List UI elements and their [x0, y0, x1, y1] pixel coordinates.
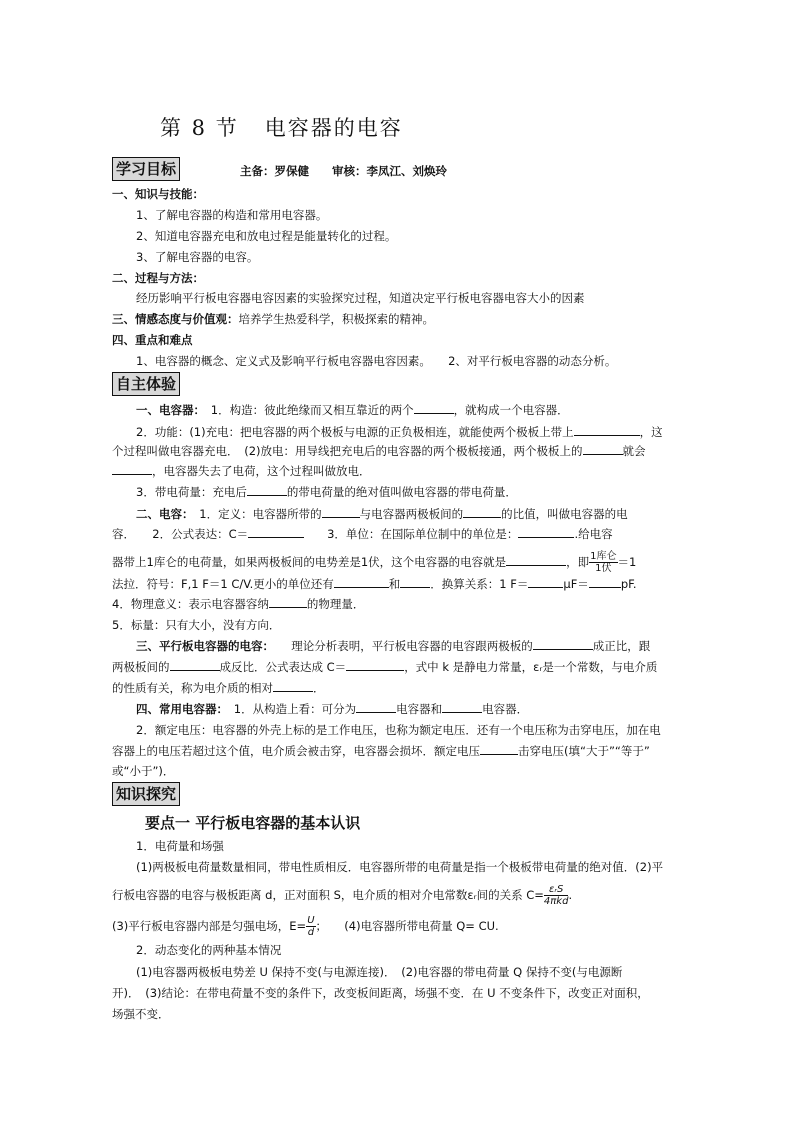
self-b3: 器带上1库仑的电荷量，如果两极板间的电势差是1伏，这个电容器的电容就是 ，即 $\frac{\text{1库仑}}{\text{1伏}}$ ＝1 — [112, 551, 637, 574]
self-c3: 的性质有关，称为电介质的相对 ． — [112, 681, 325, 695]
explore-e4: (3)平行板电容器内部是匀强电场，E= $\frac{U}{d}$ ； (4)电容器所带电荷量 Q= CU. — [112, 915, 499, 938]
self-d4: 或“小于”)． — [112, 764, 175, 778]
goals-l6: 1、电容器的概念、定义式及影响平行板电容器电容因素。 2、对平行板电容器的动态分析。 — [136, 354, 617, 368]
self-a3: 个过程叫做电容器充电． (2)放电：用导线把充电后的电容器的两个极板接通，两个极板上的 就会 — [112, 444, 646, 458]
goals-h2: 二、过程与方法： — [112, 271, 204, 285]
explore-e6: (1)电容器两极板电势差 U 保持不变(与电源连接)． (2)电容器的带电荷量 Q 保持不变(与电源断 — [136, 965, 623, 979]
goals-l1: 1、了解电容器的构造和常用电容器。 — [136, 208, 328, 222]
explore-heading-box: 知识探究 — [112, 782, 180, 806]
self-a1: 一、电容器： 1．构造：彼此绝缘而又相互靠近的两个 ，就构成一个电容器． — [136, 403, 569, 417]
explore-e2: (1)两极板电荷量数量相同，带电性质相反．电容器所带的电荷量是指一个极板带电荷量的绝对值．(2)平 — [136, 860, 664, 874]
goals-l2: 2、知道电容器充电和放电过程是能量转化的过程。 — [136, 229, 397, 243]
self-b2: 容． 2．公式表达：C＝ 3．单位：在国际单位制中的单位是： .给电容 — [112, 527, 613, 541]
authors: 主备：罗保健 审核：李凤江、刘焕玲 — [240, 164, 447, 178]
section-title: 电容器的电容 — [264, 116, 403, 140]
self-d3: 容器上的电压若超过这个值，电介质会被击穿，电容器会损坏．额定电压 击穿电压(填“大于”“等于” — [112, 744, 650, 758]
explore-subheading: 要点一 平行板电容器的基本认识 — [145, 814, 361, 832]
self-b5: 4．物理意义：表示电容器容纳 的物理量． — [112, 597, 365, 611]
goals-l3: 3、了解电容器的电容。 — [136, 250, 259, 264]
goals-h3: 三、情感态度与价值观： — [112, 312, 239, 326]
goals-h1: 一、知识与技能： — [112, 187, 204, 201]
self-c2: 两极板间的 成反比．公式表达成 C＝ ，式中 k 是静电力常量，εᵣ是一个常数，与电介质 — [112, 660, 658, 674]
self-b6: 5．标量：只有大小，没有方向． — [112, 618, 281, 632]
section-number: 第 8 节 — [160, 116, 239, 140]
goals-l4: 经历影响平行板电容器电容因素的实验探究过程，知道决定平行板电容器电容大小的因素 — [136, 291, 585, 305]
self-d1: 四、常用电容器： 1．从构造上看：可分为 电容器和 电容器． — [136, 702, 529, 716]
self-b4: 法拉．符号：F,1 F＝1 C/V.更小的单位还有 和 ．换算关系：1 F＝ μF＝ pF. — [112, 577, 637, 591]
explore-e1: 1．电荷量和场强 — [136, 839, 224, 853]
self-a5: 3．带电荷量：充电后 的带电荷量的绝对值叫做电容器的带电荷量． — [136, 485, 517, 499]
self-b1: 二、电容： 1．定义：电容器所带的 与电容器两极板间的 的比值，叫做电容器的电 — [136, 507, 628, 521]
goals-heading-box: 学习目标 — [112, 157, 180, 181]
page-title — [160, 112, 403, 142]
self-d2: 2．额定电压：电容器的外壳上标的是工作电压，也称为额定电压．还有一个电压称为击穿电压，加在电 — [136, 723, 661, 737]
explore-e8: 场强不变． — [112, 1007, 170, 1021]
goals-l5: 培养学生热爱科学，积极探索的精神。 — [238, 312, 434, 326]
explore-e5: 2．动态变化的两种基本情况 — [136, 943, 282, 957]
self-a2: 2．功能：(1)充电：把电容器的两个极板与电源的正负极相连，就能使两个极板上带上 ，这 — [136, 425, 663, 439]
self-c1: 三、平行板电容器的电容： 理论分析表明，平行板电容器的电容跟两极板的 成正比，跟 — [136, 639, 651, 653]
goals-h4: 四、重点和难点 — [112, 333, 193, 347]
self-a4: ，电容器失去了电荷，这个过程叫做放电． — [112, 463, 684, 479]
self-heading-box: 自主体验 — [112, 372, 180, 396]
explore-e7: 开)． (3)结论：在带电荷量不变的条件下，改变板间距离，场强不变．在 U 不变条件下，改变正对面积， — [112, 986, 649, 1000]
explore-e3: 行板电容器的电容与极板距离 d，正对面积 S，电介质的相对介电常数εᵣ间的关系 C= $\frac{\text{εᵣS}}{\text{4πkd}}$ . — [112, 884, 573, 907]
